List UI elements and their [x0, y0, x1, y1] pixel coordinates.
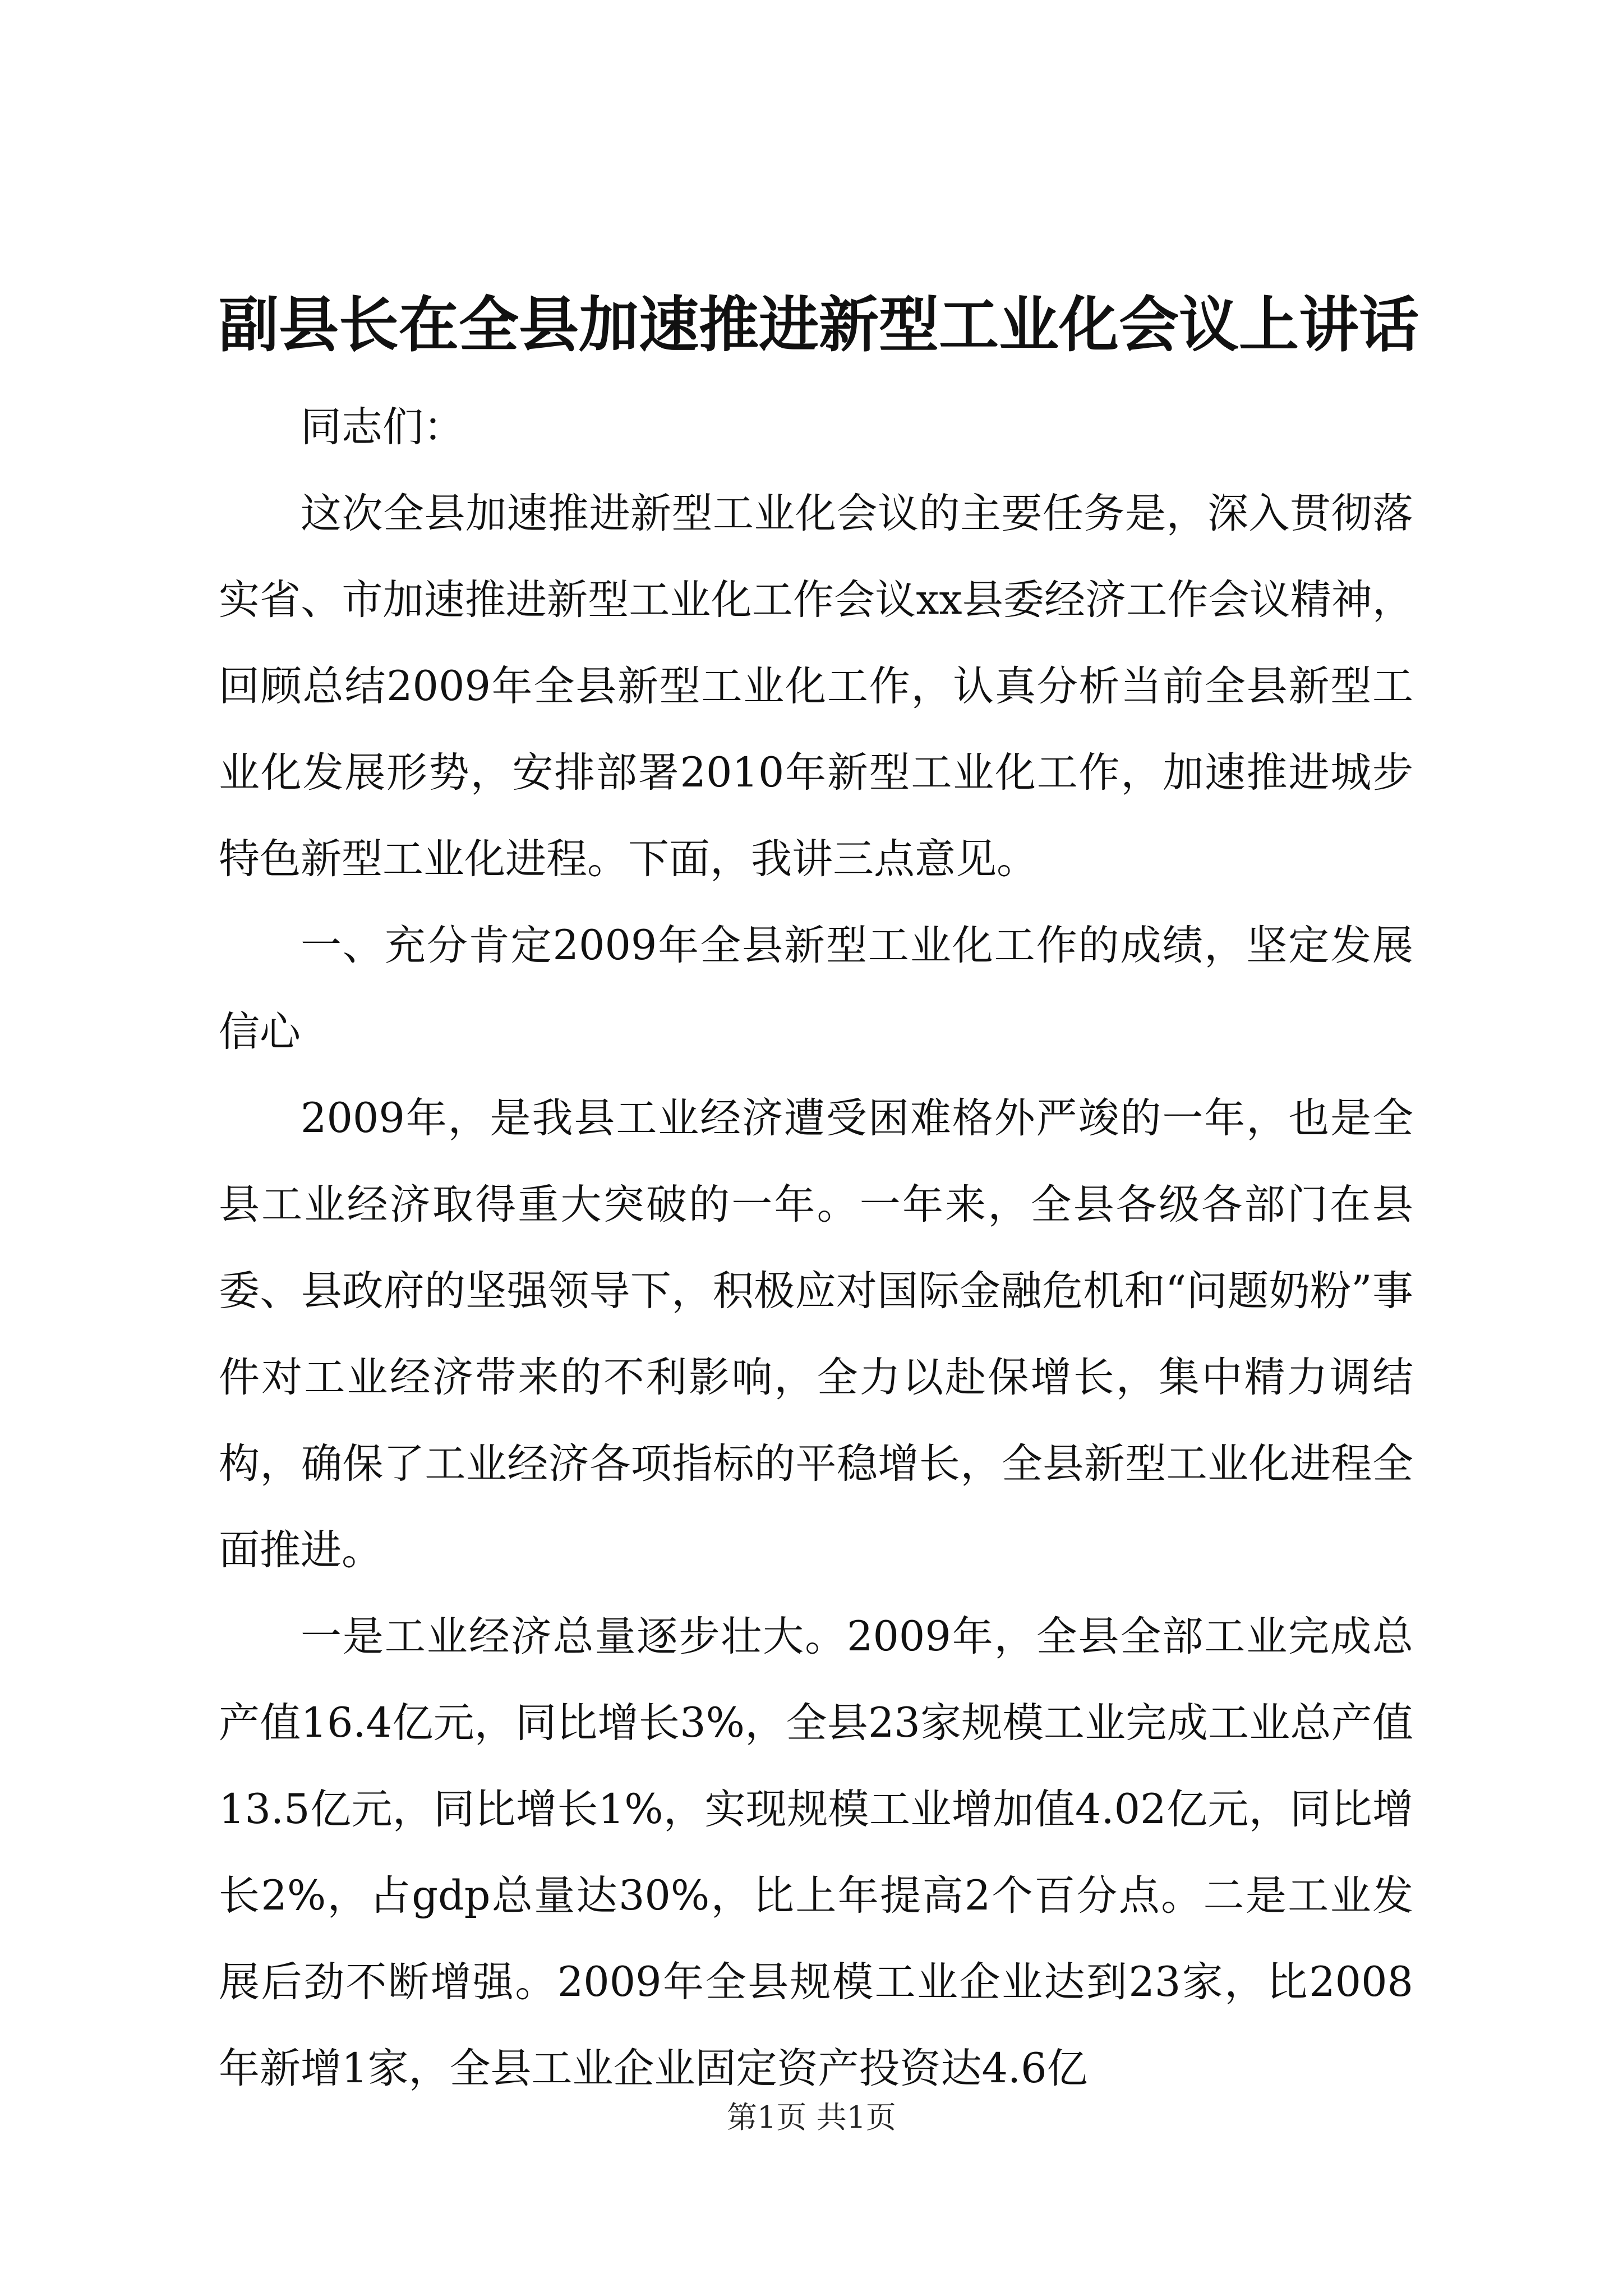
section-heading-1: 一、充分肯定2009年全县新型工业化工作的成绩，坚定发展信心	[219, 922, 1413, 1056]
body-paragraph-2: 2009年，是我县工业经济遭受困难格外严竣的一年，也是全县工业经济取得重大突破的一年。一年来，全县各级各部门在县委、县政府的坚强领导下，积极应对国际金融危机和“问题奶粉”事件对工业经济带来的不利影响，全力以赴保增长，集中精力调结构，确保了工业经济各项指标的平稳增长，全县新型工业化进程全面推进。	[219, 1094, 1413, 1574]
greeting-paragraph: 同志们：	[301, 403, 464, 451]
page-footer: 第1页 共1页	[727, 2100, 896, 2135]
document-body	[219, 384, 1413, 2112]
body-paragraph-3: 一是工业经济总量逐步壮大。2009年，全县全部工业完成总产值16.4亿元，同比增长3%，全县23家规模工业完成工业总产值13.5亿元，同比增长1%，实现规模工业增加值4.02亿元，同比增长2%，占gdp总量达30%，比上年提高2个百分点。二是工业发展后劲不断增强。2009年全县规模工业企业达到23家，比2008年新增1家，全县工业企业固定资产投资达4.6亿	[219, 1613, 1413, 2092]
body-paragraph-1: 这次全县加速推进新型工业化会议的主要任务是，深入贯彻落实省、市加速推进新型工业化工作会议xx县委经济工作会议精神，回顾总结2009年全县新型工业化工作，认真分析当前全县新型工业化发展形势，安排部署2010年新型工业化工作，加速推进城步特色新型工业化进程。下面，我讲三点意见。	[219, 490, 1413, 883]
document-title: 副县长在全县加速推进新型工业化会议上讲话	[219, 290, 1419, 360]
